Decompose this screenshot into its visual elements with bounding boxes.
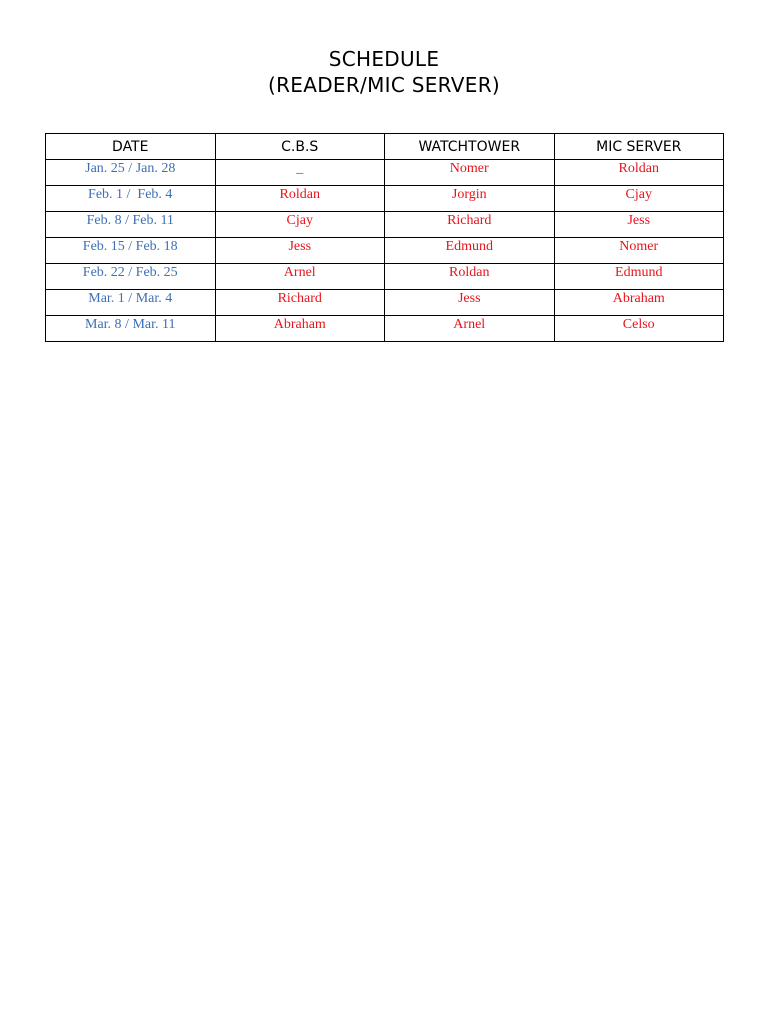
watchtower-cell: Edmund (385, 238, 555, 264)
schedule-table (45, 133, 724, 342)
mic-server-cell: Abraham (554, 290, 724, 316)
column-header-watchtower: WATCHTOWER (385, 134, 555, 160)
table-row (46, 160, 724, 186)
watchtower-cell: Arnel (385, 316, 555, 342)
title-line-subtitle: (READER/MIC SERVER) (267, 73, 501, 97)
cbs-cell: Abraham (215, 316, 385, 342)
date-cell: Feb. 1 / Feb. 4 (46, 186, 216, 212)
mic-server-cell: Roldan (554, 160, 724, 186)
mic-server-cell: Nomer (554, 238, 724, 264)
cbs-cell: Arnel (215, 264, 385, 290)
mic-server-cell: Celso (554, 316, 724, 342)
table-row (46, 290, 724, 316)
date-cell: Feb. 8 / Feb. 11 (46, 212, 216, 238)
watchtower-cell: Nomer (385, 160, 555, 186)
cbs-cell: Jess (215, 238, 385, 264)
column-header-date: DATE (46, 134, 216, 160)
cbs-cell: _ (215, 160, 385, 186)
date-cell: Feb. 22 / Feb. 25 (46, 264, 216, 290)
table-row (46, 212, 724, 238)
document-title (0, 46, 768, 98)
table-row (46, 316, 724, 342)
date-cell: Jan. 25 / Jan. 28 (46, 160, 216, 186)
watchtower-cell: Jess (385, 290, 555, 316)
mic-server-cell: Cjay (554, 186, 724, 212)
cbs-cell: Cjay (215, 212, 385, 238)
table-header-row (46, 134, 724, 160)
mic-server-cell: Edmund (554, 264, 724, 290)
watchtower-cell: Richard (385, 212, 555, 238)
mic-server-cell: Jess (554, 212, 724, 238)
column-header-mic-server: MIC SERVER (554, 134, 724, 160)
column-header-cbs: C.B.S (215, 134, 385, 160)
cbs-cell: Roldan (215, 186, 385, 212)
cbs-cell: Richard (215, 290, 385, 316)
table-row (46, 264, 724, 290)
date-cell: Feb. 15 / Feb. 18 (46, 238, 216, 264)
table-row (46, 238, 724, 264)
title-line-schedule: SCHEDULE (328, 47, 440, 71)
date-cell: Mar. 8 / Mar. 11 (46, 316, 216, 342)
watchtower-cell: Jorgin (385, 186, 555, 212)
table-row (46, 186, 724, 212)
date-cell: Mar. 1 / Mar. 4 (46, 290, 216, 316)
watchtower-cell: Roldan (385, 264, 555, 290)
